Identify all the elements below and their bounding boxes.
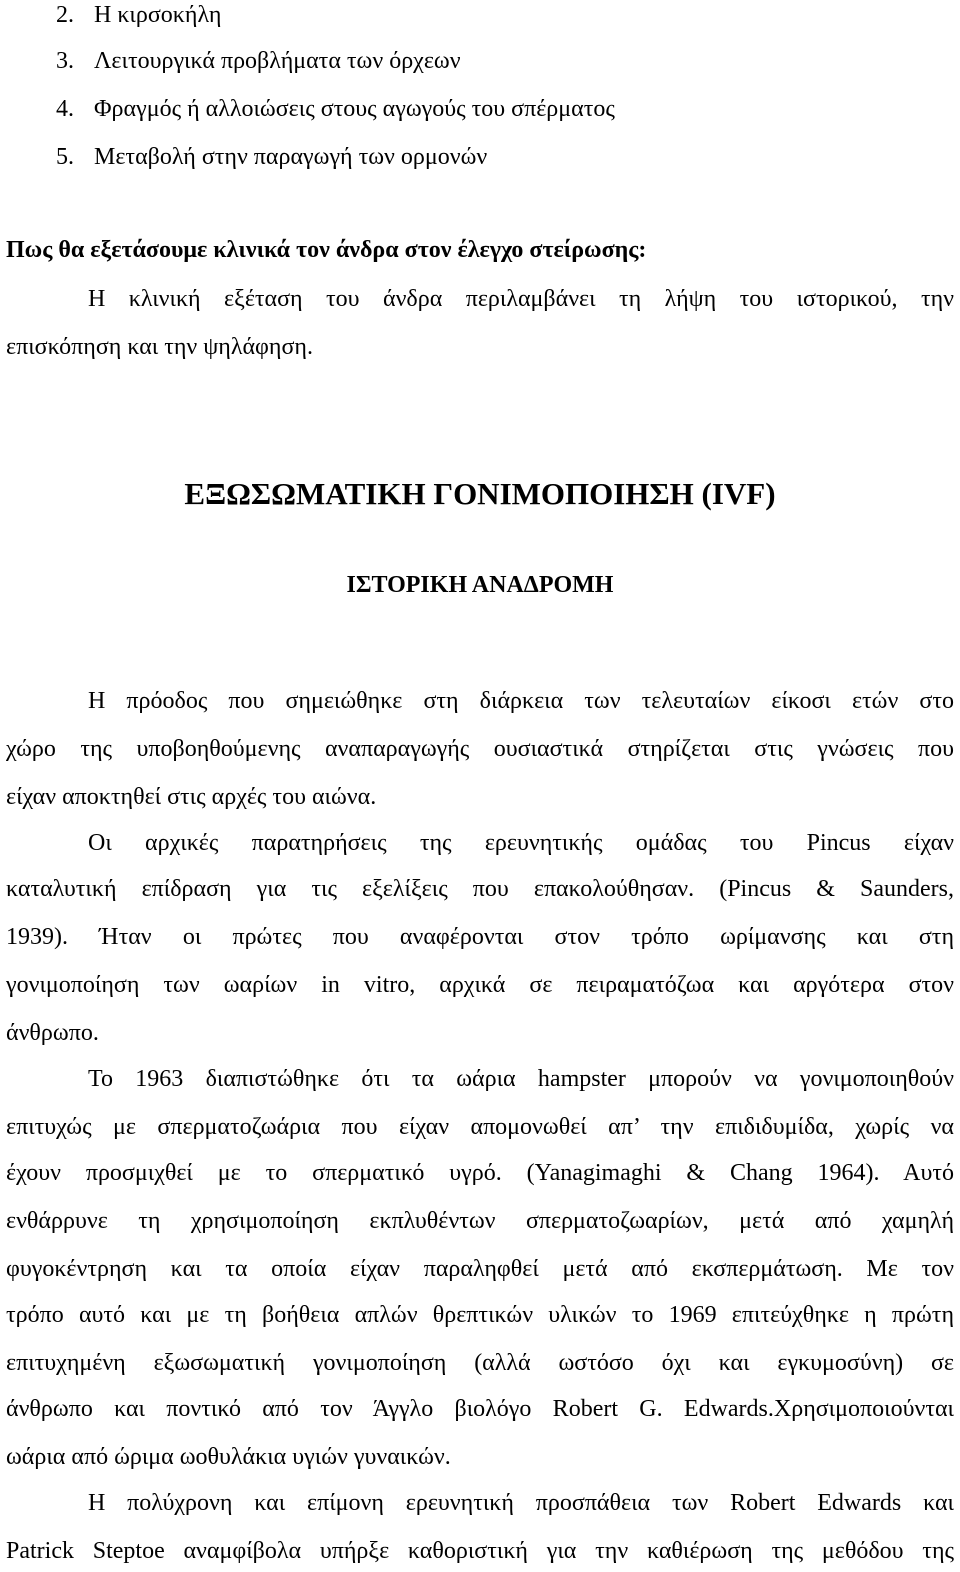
list-text: Φραγμός ή αλλοιώσεις στους αγωγούς του σπέρματος xyxy=(94,96,615,122)
list-item xyxy=(0,144,487,171)
list-item xyxy=(0,2,221,29)
paragraph-line: επιτυχώς με σπερματοζωάρια που είχαν απομονωθεί απ’ την επιδιδυμίδα, χωρίς να xyxy=(6,1114,954,1140)
paragraph-line: είχαν αποκτηθεί στις αρχές του αιώνα. xyxy=(6,784,377,810)
section-heading: Πως θα εξετάσουμε κλινικά τον άνδρα στον έλεγχο στείρωσης: xyxy=(6,237,647,263)
list-item xyxy=(0,48,461,75)
list-text: Μεταβολή στην παραγωγή των ορμονών xyxy=(94,144,488,170)
paragraph-line: 1939). Ήταν οι πρώτες που αναφέρονται στον τρόπο ωρίμανσης και στη xyxy=(6,924,954,950)
list-text: Λειτουργικά προβλήματα των όρχεων xyxy=(94,48,461,74)
paragraph-line: γονιμοποίηση των ωαρίων in vitro, αρχικά σε πειραματόζωα και αργότερα στον xyxy=(6,972,954,998)
paragraph-line: επισκόπηση και την ψηλάφηση. xyxy=(6,334,313,360)
paragraph-line: χώρο της υποβοηθούμενης αναπαραγωγής ουσιαστικά στηρίζεται στις γνώσεις που xyxy=(6,736,954,762)
paragraph-line: άνθρωπο και ποντικό από τον Άγγλο βιολόγο Robert G. Edwards.Χρησιμοποιούνται xyxy=(6,1396,954,1422)
paragraph-line: Η κλινική εξέταση του άνδρα περιλαμβάνει τη λήψη του ιστορικού, την xyxy=(88,286,954,312)
paragraph-line: ωάρια από ώριμα ωοθυλάκια υγιών γυναικών. xyxy=(6,1444,451,1470)
paragraph-line: τρόπο αυτό και με τη βοήθεια απλών θρεπτικών υλικών το 1969 επιτεύχθηκε η πρώτη xyxy=(6,1302,954,1328)
list-number: 5. xyxy=(56,144,74,170)
paragraph-line: Το 1963 διαπιστώθηκε ότι τα ωάρια hampster μπορούν να γονιμοποιηθούν xyxy=(88,1066,954,1092)
list-item xyxy=(0,96,615,123)
paragraph-line: φυγοκέντρηση και τα οποία είχαν παραληφθεί μετά από εκσπερμάτωση. Με τον xyxy=(6,1256,954,1282)
paragraph-line: Η πολύχρονη και επίμονη ερευνητική προσπάθεια των Robert Edwards και xyxy=(88,1490,954,1516)
list-number: 2. xyxy=(56,2,74,28)
paragraph-line: Οι αρχικές παρατηρήσεις της ερευνητικής ομάδας του Pincus είχαν xyxy=(88,830,954,856)
paragraph-line: Η πρόοδος που σημειώθηκε στη διάρκεια των τελευταίων είκοσι ετών στο xyxy=(88,688,954,714)
paragraph-line: ενθάρρυνε τη χρησιμοποίηση εκπλυθέντων σπερματοζωαρίων, μετά από χαμηλή xyxy=(6,1208,954,1234)
paragraph-line: έχουν προσμιχθεί με το σπερματικό υγρό. (Yanagimaghi & Chang 1964). Αυτό xyxy=(6,1160,954,1186)
paragraph-line: άνθρωπο. xyxy=(6,1020,99,1046)
page-title: ΕΞΩΣΩΜΑΤΙΚΗ ΓΟΝΙΜΟΠΟΙΗΣΗ (IVF) xyxy=(184,476,776,511)
paragraph-line: επιτυχημένη εξωσωματική γονιμοποίηση (αλλά ωστόσο όχι και εγκυμοσύνη) σε xyxy=(6,1350,954,1376)
list-number: 4. xyxy=(56,96,74,122)
paragraph-line: Patrick Steptoe αναμφίβολα υπήρξε καθοριστική για την καθιέρωση της μεθόδου της xyxy=(6,1538,954,1564)
list-number: 3. xyxy=(56,48,74,74)
paragraph-line: καταλυτική επίδραση για τις εξελίξεις που επακολούθησαν. (Pincus & Saunders, xyxy=(6,876,954,902)
list-text: Η κιρσοκήλη xyxy=(94,2,222,28)
page-subtitle: ΙΣΤΟΡΙΚΗ ΑΝΑΔΡΟΜΗ xyxy=(346,572,614,598)
